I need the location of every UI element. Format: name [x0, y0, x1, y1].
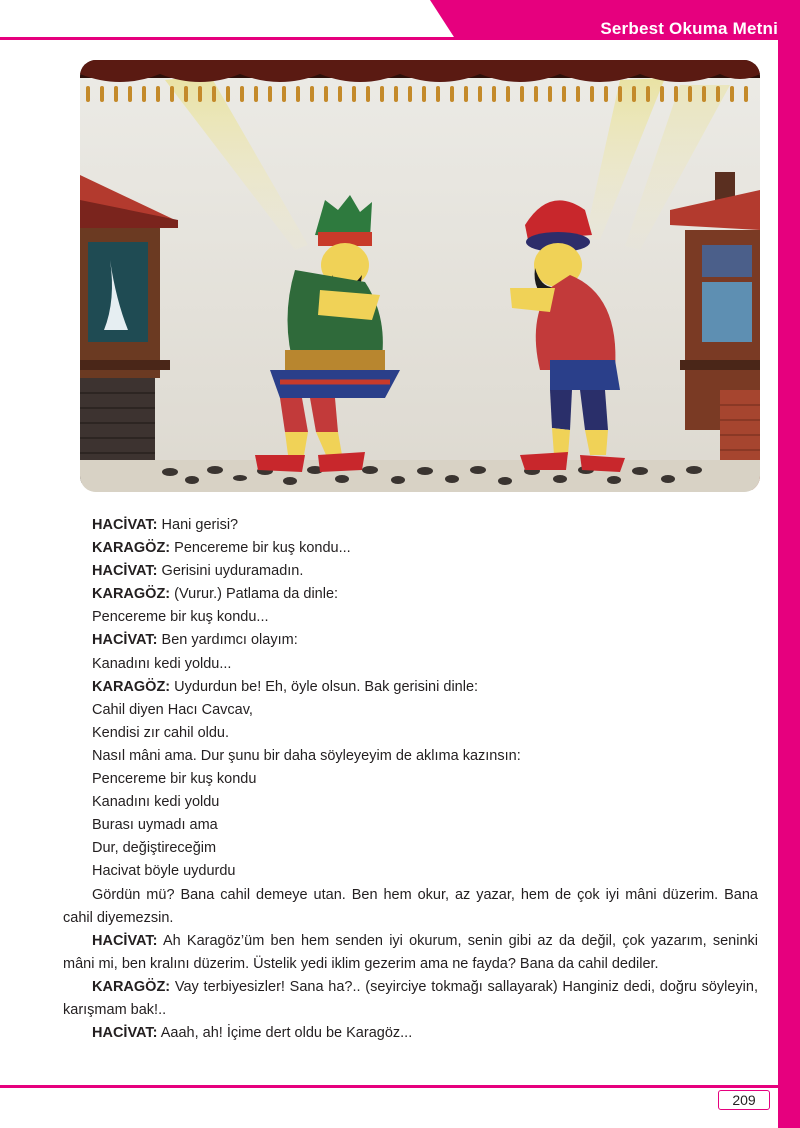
- line-text: Cahil diyen Hacı Cavcav,: [92, 701, 253, 718]
- speaker-name: HACİVAT:: [92, 517, 158, 533]
- dialogue-line: [63, 606, 758, 629]
- line-text: Ah Karagöz’üm ben hem senden iyi okurum, senin gibi az da değil, çok yazarım, seninki mâni mi, ben kralını düzerim. Üstelik yedi iklim gezerim ama ne fayda? Bana da cahil dediler.: [63, 932, 758, 972]
- speaker-name: HACİVAT:: [92, 1025, 158, 1042]
- page-section-title: Serbest Okuma Metni: [600, 19, 778, 38]
- dialogue-line: [63, 514, 758, 537]
- dialogue-line: [63, 837, 758, 860]
- dialogue-line: [63, 560, 758, 583]
- line-text: Dur, değiştireceğim: [92, 840, 217, 857]
- speaker-name: KARAGÖZ:: [92, 586, 171, 603]
- side-accent-bar: [778, 40, 800, 1128]
- speaker-name: KARAGÖZ:: [92, 540, 171, 557]
- dialogue-text: [63, 514, 758, 1045]
- line-text: Aaah, ah! İçime dert oldu be Karagöz...: [157, 1025, 413, 1042]
- line-text: Uydurdun be! Eh, öyle olsun. Bak gerisini dinle:: [170, 678, 479, 695]
- dialogue-paragraph: [63, 976, 758, 1022]
- line-text: Pencereme bir kuş kondu...: [92, 609, 269, 626]
- line-text: Nasıl mâni ama. Dur şunu bir daha söyleyeyim de aklıma kazınsın:: [92, 747, 521, 764]
- line-text: Kanadını kedi yoldu...: [92, 655, 232, 672]
- dialogue-line: [63, 814, 758, 837]
- line-text: Kendisi zır cahil oldu.: [92, 724, 230, 741]
- dialogue-line: [63, 653, 758, 676]
- line-text: Hacivat böyle uydurdu: [92, 863, 236, 880]
- dialogue-paragraph: [63, 884, 758, 930]
- line-text: Gördün mü? Bana cahil demeye utan. Ben hem okur, az yazar, hem de çok iyi mâni düzerim. Bana cahil diyemezsin.: [63, 886, 758, 926]
- line-text: Burası uymadı ama: [92, 817, 218, 834]
- dialogue-line: [63, 791, 758, 814]
- footer-rule: [0, 1085, 778, 1088]
- shadow-play-illustration: [80, 60, 760, 492]
- line-text: Gerisini uyduramadın.: [157, 563, 304, 580]
- dialogue-line: [63, 745, 758, 768]
- dialogue-line: [63, 629, 758, 652]
- dialogue-line: [63, 768, 758, 791]
- line-text: Hani gerisi?: [157, 517, 239, 533]
- line-text: Vay terbiyesizler! Sana ha?.. (seyirciye tokmağı sallayarak) Hanginiz dedi, doğru söyleyin, karışmam bak!..: [63, 978, 758, 1018]
- line-text: (Vurur.) Patlama da dinle:: [170, 586, 339, 603]
- dialogue-line: [63, 722, 758, 745]
- dialogue-paragraph: [63, 930, 758, 976]
- page-number: 209: [718, 1090, 770, 1110]
- speaker-name: HACİVAT:: [92, 632, 158, 649]
- line-text: Ben yardımcı olayım:: [157, 632, 298, 649]
- dialogue-line: [63, 860, 758, 883]
- dialogue-line: [63, 699, 758, 722]
- speaker-name: KARAGÖZ:: [92, 678, 171, 695]
- speaker-name: HACİVAT:: [92, 563, 158, 580]
- dialogue-line: [63, 676, 758, 699]
- line-text: Kanadını kedi yoldu: [92, 794, 220, 811]
- speaker-name: HACİVAT:: [92, 932, 158, 949]
- line-text: Pencereme bir kuş kondu: [92, 771, 257, 788]
- dialogue-line: [63, 537, 758, 560]
- dialogue-line: [63, 1022, 758, 1045]
- speaker-name: KARAGÖZ:: [92, 978, 171, 995]
- dialogue-line: [63, 583, 758, 606]
- line-text: Pencereme bir kuş kondu...: [170, 540, 351, 557]
